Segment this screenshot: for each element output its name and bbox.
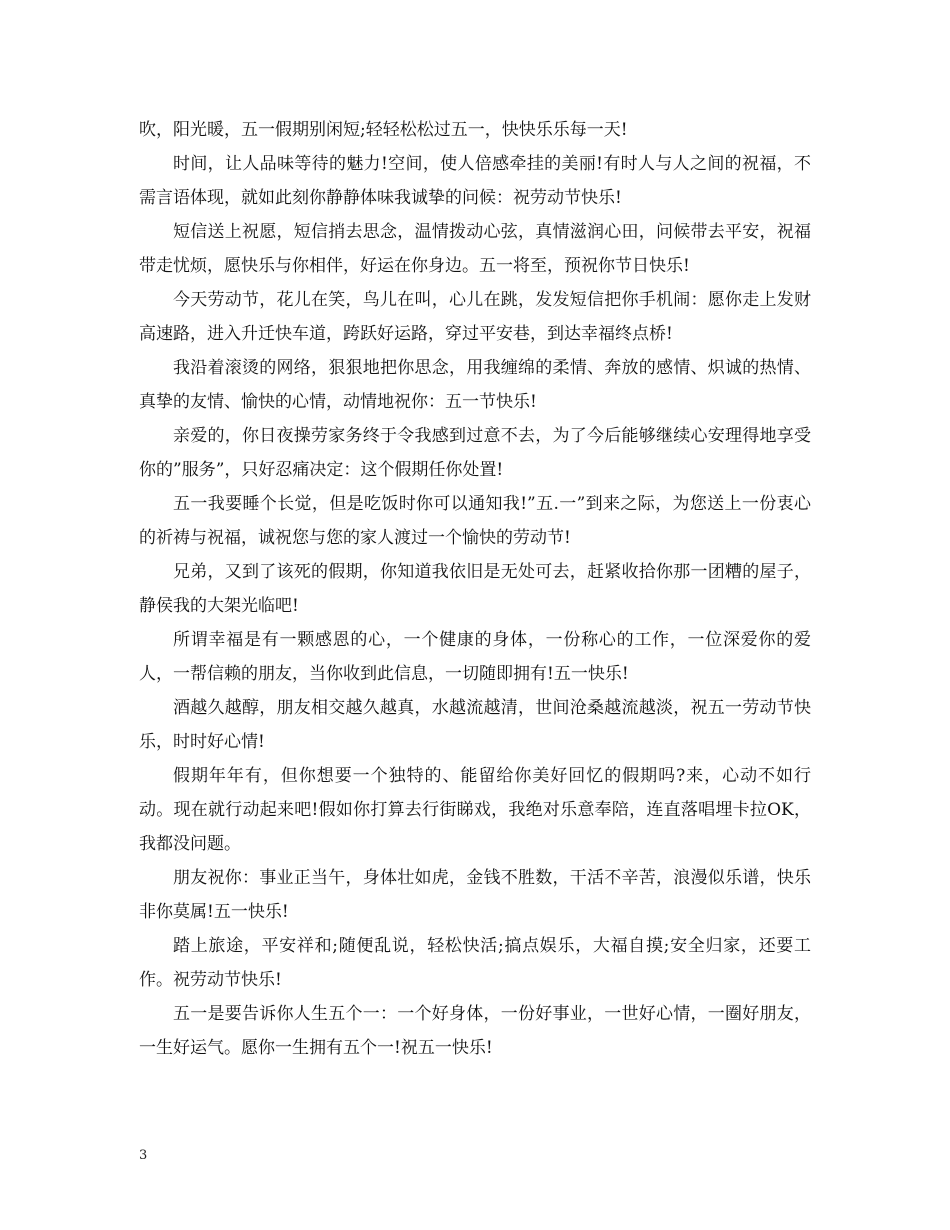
paragraph: 所谓幸福是有一颗感恩的心，一个健康的身体，一份称心的工作，一位深爱你的爱人，一帮信赖的朋友，当你收到此信息，一切随即拥有!五一快乐! (139, 630, 811, 684)
paragraph: 假期年年有，但你想要一个独特的、能留给你美好回忆的假期吗?来，心动不如行动。现在就行动起来吧!假如你打算去行街睇戏，我绝对乐意奉陪，连直落唱埋卡拉OK，我都没问题。 (139, 766, 811, 854)
document-body (139, 113, 811, 1065)
paragraph: 五一我要睡个长觉，但是吃饭时你可以通知我!”五.一”到来之际，为您送上一份衷心的祈祷与祝福，诚祝您与您的家人渡过一个愉快的劳动节! (139, 494, 811, 548)
paragraph: 我沿着滚烫的网络，狠狠地把你思念，用我缠绵的柔情、奔放的感情、炽诚的热情、真挚的友情、愉快的心情，动情地祝你：五一节快乐! (139, 358, 811, 412)
paragraph: 踏上旅途，平安祥和;随便乱说，轻松快活;搞点娱乐，大福自摸;安全归家，还要工作。祝劳动节快乐! (139, 936, 811, 990)
paragraph: 今天劳动节，花儿在笑，鸟儿在叫，心儿在跳，发发短信把你手机闹：愿你走上发财高速路，进入升迁快车道，跨跃好运路，穿过平安巷，到达幸福终点桥! (139, 290, 811, 344)
page-number: 3 (139, 1148, 148, 1163)
paragraph: 朋友祝你：事业正当午，身体壮如虎，金钱不胜数，干活不辛苦，浪漫似乐谱，快乐非你莫属!五一快乐! (139, 868, 811, 922)
paragraph: 亲爱的，你日夜操劳家务终于令我感到过意不去，为了今后能够继续心安理得地享受你的”服务”，只好忍痛决定：这个假期任你处置! (139, 426, 811, 480)
paragraph-continuation: 吹，阳光暖，五一假期别闲短;轻轻松松过五一，快快乐乐每一天! (139, 120, 628, 140)
paragraph: 时间，让人品味等待的魅力!空间，使人倍感牵挂的美丽!有时人与人之间的祝福，不需言语体现，就如此刻你静静体味我诚挚的问候：祝劳动节快乐! (139, 154, 811, 208)
paragraph: 五一是要告诉你人生五个一：一个好身体，一份好事业，一世好心情，一圈好朋友，一生好运气。愿你一生拥有五个一!祝五一快乐! (139, 1004, 811, 1058)
paragraph: 酒越久越醇，朋友相交越久越真，水越流越清，世间沧桑越流越淡，祝五一劳动节快乐，时时好心情! (139, 698, 811, 752)
paragraph: 兄弟，又到了该死的假期，你知道我依旧是无处可去，赶紧收拾你那一团糟的屋子，静侯我的大架光临吧! (139, 562, 811, 616)
paragraph: 短信送上祝愿，短信捎去思念，温情拨动心弦，真情滋润心田，问候带去平安，祝福带走忧烦，愿快乐与你相伴，好运在你身边。五一将至，预祝你节日快乐! (139, 222, 811, 276)
